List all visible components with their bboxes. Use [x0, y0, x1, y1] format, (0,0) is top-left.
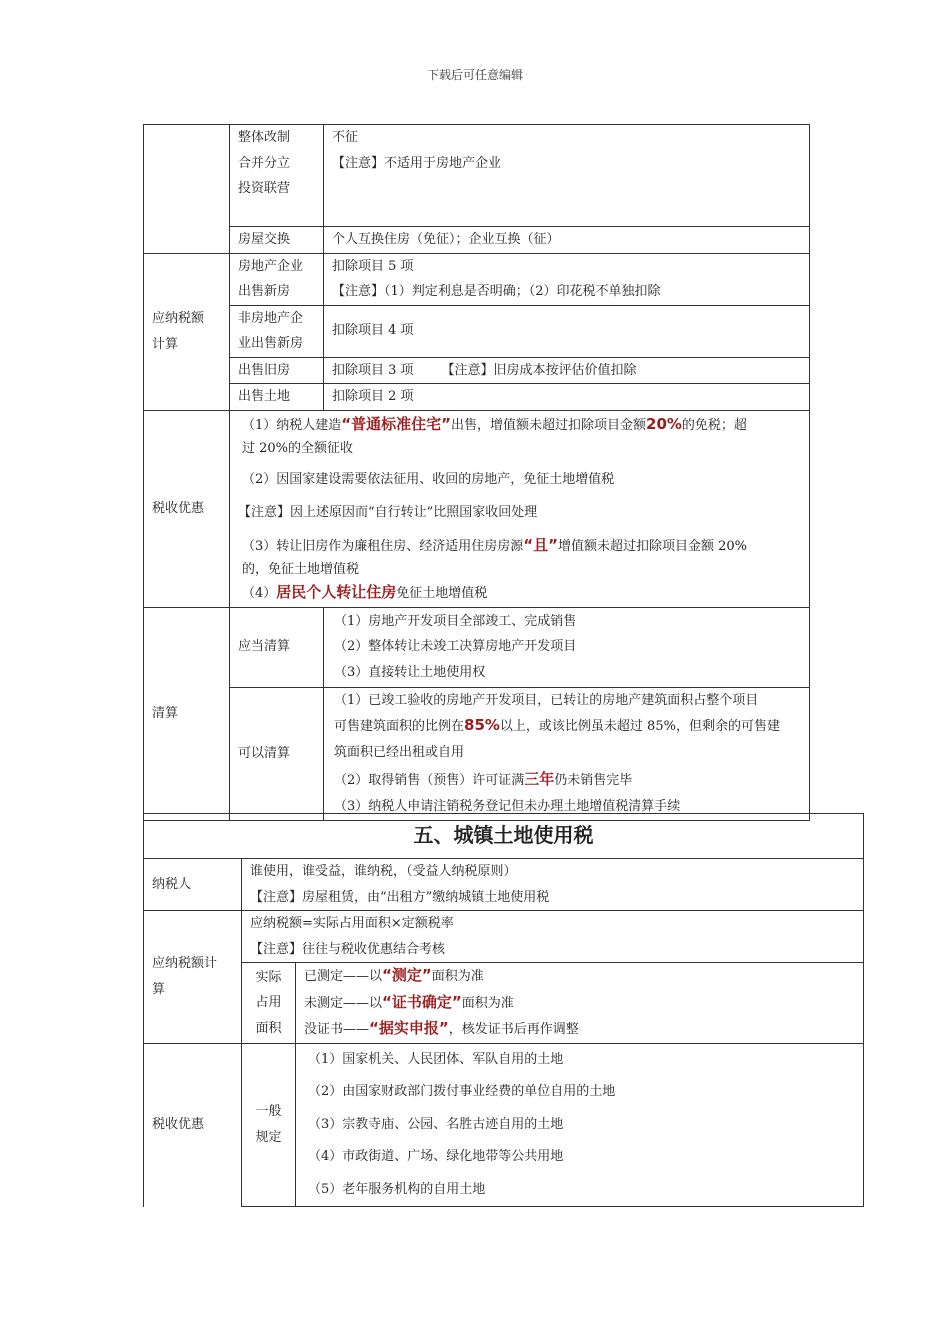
- value-cell: 不征 【注意】不适用于房地产企业: [324, 125, 810, 227]
- value-cell: （1）已竣工验收的房地产开发项目，已转让的房地产建筑面积占整个项目 可售建筑面积的比例在85%以上，或该比例虽未超过 85%，但剩余的可售建 筑面积已经出租或自用 （2）取得销售（预售）许可证满三年仍未销售完毕 （3）纳税人申请注销税务登记但未办理土地增值税清算手续: [324, 687, 810, 820]
- section-title: 五、城镇土地使用税: [144, 814, 864, 859]
- table-row: [144, 963, 864, 1044]
- table-row: [144, 253, 810, 305]
- table-row: [144, 687, 810, 820]
- table-row: [144, 125, 810, 227]
- item-cell: 出售旧房: [230, 357, 324, 384]
- item-cell: 房地产企业 出售新房: [230, 253, 324, 305]
- table-row: [144, 814, 864, 859]
- category-label: 税收优惠: [144, 1043, 242, 1207]
- land-vat-table: [143, 124, 810, 821]
- table-row: [144, 410, 810, 607]
- value-cell: 扣除项目 4 项: [324, 305, 810, 357]
- category-label: 应纳税额计 算: [144, 911, 242, 1044]
- sub-label: 实际 占用 面积: [242, 963, 296, 1044]
- value-cell: 已测定——以“测定”面积为准 未测定——以“证书确定”面积为准 没证书——“据实申报”，核发证书后再作调整: [296, 963, 864, 1044]
- table-row: [144, 911, 864, 963]
- page-header: 下载后可任意编辑: [426, 68, 523, 82]
- category-label: 应纳税额计算: [144, 253, 230, 410]
- table-row: [144, 1043, 864, 1207]
- value-cell: （1）房地产开发项目全部竣工、完成销售 （2）整体转让未竣工决算房地产开发项目 （3）直接转让土地使用权: [324, 607, 810, 687]
- item-cell: 出售土地: [230, 384, 324, 411]
- table-row: [144, 357, 810, 384]
- table-row: [144, 607, 810, 687]
- land-use-tax-table: [143, 813, 864, 1207]
- category-label: 纳税人: [144, 859, 242, 911]
- category-label: 税收优惠: [144, 410, 230, 607]
- pref-cell: （1）纳税人建造“普通标准住宅”出售，增值额未超过扣除项目金额20%的免税；超 过 20%的全额征收 （2）因国家建设需要依法征用、收回的房地产，免征土地增值税 【注意】因上述原因而“自行转让”比照国家收回处理 （3）转让旧房作为廉租住房、经济适用住房房源“且”增值额未超过扣除项目金额 20% 的，免征土地增值税 （4）居民个人转让住房免征土地增值税: [230, 410, 810, 607]
- value-cell: （1）国家机关、人民团体、军队自用的土地 （2）由国家财政部门拨付事业经费的单位自用的土地 （3）宗教寺庙、公园、名胜古迹自用的土地 （4）市政街道、广场、绿化地带等公共用地 （5）老年服务机构的自用土地: [296, 1043, 864, 1207]
- value-cell: 扣除项目 2 项: [324, 384, 810, 411]
- table-row: [144, 859, 864, 911]
- value-cell: 谁使用，谁受益，谁纳税，（受益人纳税原则） 【注意】房屋租赁，由“出租方”缴纳城镇土地使用税: [242, 859, 864, 911]
- item-cell: 非房地产企 业出售新房: [230, 305, 324, 357]
- item-cell: 整体改制 合并分立 投资联营: [230, 125, 324, 227]
- item-cell: 可以清算: [230, 687, 324, 820]
- category-cell: [144, 125, 230, 254]
- sub-label: 一般 规定: [242, 1043, 296, 1207]
- table-row: [144, 305, 810, 357]
- category-label: 清算: [144, 607, 230, 820]
- item-cell: 应当清算: [230, 607, 324, 687]
- value-cell: 扣除项目 5 项 【注意】（1）判定利息是否明确；（2）印花税不单独扣除: [324, 253, 810, 305]
- value-cell: 应纳税额=实际占用面积×定额税率 【注意】往往与税收优惠结合考核: [242, 911, 864, 963]
- value-cell: 扣除项目 3 项 【注意】旧房成本按评估价值扣除: [324, 357, 810, 384]
- table-row: [144, 227, 810, 254]
- table-row: [144, 384, 810, 411]
- item-cell: 房屋交换: [230, 227, 324, 254]
- value-cell: 个人互换住房（免征）；企业互换（征）: [324, 227, 810, 254]
